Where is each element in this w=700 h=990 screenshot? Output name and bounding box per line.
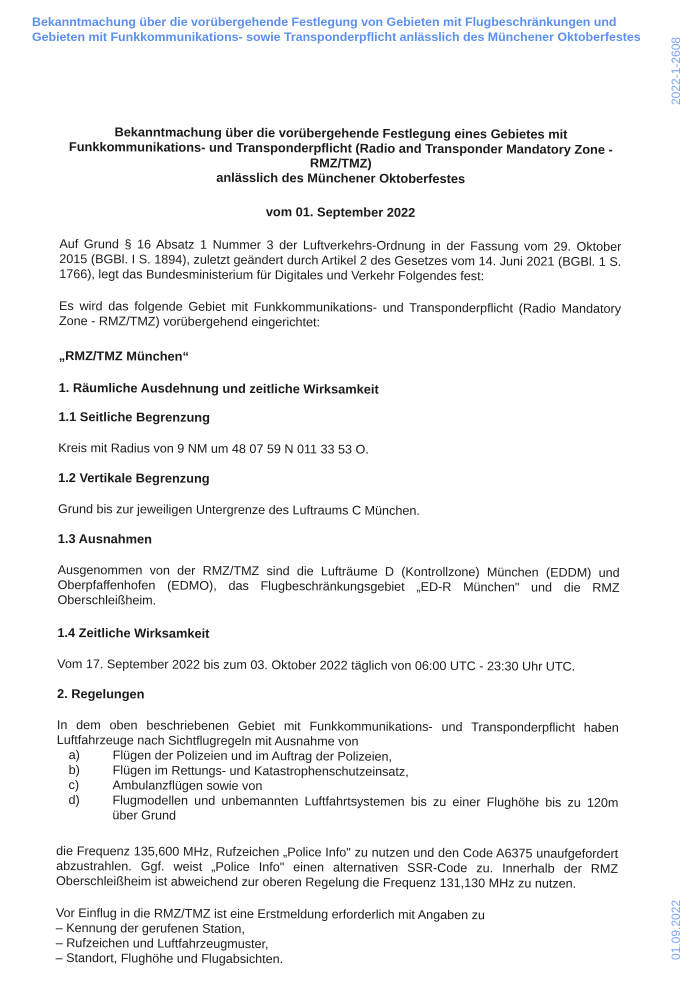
list-item bbox=[56, 793, 618, 826]
list-item-label: d) bbox=[68, 793, 80, 808]
section-2-heading: 2. Regelungen bbox=[56, 685, 145, 702]
title-line: RMZ/TMZ) bbox=[309, 155, 372, 171]
section-1-2-text: Grund bis zur jeweiligen Untergrenze des Luftraums C München. bbox=[57, 501, 420, 518]
frequency-paragraph: die Frequenz 135,600 MHz, Rufzeichen „Police Info" zu nutzen und den Code A6375 unaufgefordert abzustrahlen. Ggf. weist „Police Info" einen alternativen SSR-Code zu. Innerhalb der RMZ Oberschleißheim ist abweichend zur oberen Regelung die Frequenz 131,130 MHz zu nutzen. bbox=[55, 843, 619, 891]
zone-name-heading: „RMZ/TMZ München“ bbox=[58, 347, 189, 364]
section-1-1-heading: 1.1 Seitliche Begrenzung bbox=[58, 408, 210, 425]
document-banner-title: Bekanntmachung über die vorübergehende Festlegung von Gebieten mit Flugbeschränkungen und Gebieten mit Funkkommunikations- sowie Transponderpflicht anlässlich des Münchener Oktoberfestes bbox=[32, 15, 641, 44]
list-item: – Rufzeichen und Luftfahrzeugmuster, bbox=[55, 935, 269, 952]
section-1-2-heading: 1.2 Vertikale Begrenzung bbox=[58, 469, 210, 486]
initial-call-list bbox=[56, 921, 618, 969]
list-item-text: Ambulanzflügen sowie von bbox=[112, 778, 263, 794]
document-date-side-label: 01.09.2022 bbox=[669, 899, 683, 960]
list-item-label: a) bbox=[68, 748, 80, 763]
section-1-1-text: Kreis mit Radius von 9 NM um 48 07 59 N 011 33 53 O. bbox=[58, 440, 369, 457]
section-1-4-text: Vom 17. September 2022 bis zum 03. Oktober 2022 täglich von 06:00 UTC - 23:30 Uhr UTC. bbox=[57, 656, 576, 674]
section-1-4-heading: 1.4 Zeitliche Wirksamkeit bbox=[57, 624, 210, 641]
list-item: – Kennung der gerufenen Station, bbox=[55, 920, 245, 936]
section-1-heading: 1. Räumliche Ausdehnung und zeitliche Wirksamkeit bbox=[58, 379, 379, 397]
list-item-text: Flügen im Rettungs- und Katastrophenschutzeinsatz, bbox=[112, 763, 409, 779]
list-item-text: Flügen der Polizeien und im Auftrag der Polizeien, bbox=[112, 748, 393, 764]
section-1-3-heading: 1.3 Ausnahmen bbox=[57, 530, 152, 547]
list-item-label: c) bbox=[68, 778, 80, 793]
initial-call-paragraph: Vor Einflug in die RMZ/TMZ ist eine Erstmeldung erforderlich mit Angaben zu bbox=[55, 905, 485, 923]
list-item-text: Flugmodellen und unbemannten Luftfahrtsystemen bis zu einer Flughöhe bis zu 120m über Grund bbox=[112, 793, 619, 823]
title-line: Bekanntmachung über die vorübergehende Festlegung eines Gebietes mit bbox=[114, 124, 568, 142]
intro-paragraph: Auf Grund § 16 Absatz 1 Nummer 3 der Luftverkehrs-Ordnung in der Fassung vom 29. Oktober 2015 (BGBl. I S. 1894), zuletzt geändert durch Artikel 2 des Gesetzes vom 14. Juni 2021 (BGBl. 1 S. 1766), legt das Bundesministerium für Digitales und Verkehr Folgendes fest: bbox=[59, 236, 622, 284]
title-line: anlässlich des Münchener Oktoberfestes bbox=[216, 169, 466, 187]
list-item: – Standort, Flughöhe und Flugabsichten. bbox=[55, 950, 284, 967]
exceptions-list bbox=[56, 748, 618, 826]
title-line: Funkkommunikations- und Transponderpflicht (Radio and Transponder Mandatory Zone - bbox=[68, 139, 613, 157]
document-body bbox=[56, 124, 622, 969]
list-item-label: b) bbox=[68, 763, 80, 778]
section-2-text: In dem oben beschriebenen Gebiet mit Funkkommunikations- und Transponderpflicht haben Luftfahrzeuge nach Sichtflugregeln mit Ausnahme von bbox=[56, 717, 619, 749]
document-date: vom 01. September 2022 bbox=[265, 204, 416, 220]
document-number-side-label: 2022-1-2608 bbox=[669, 36, 683, 105]
establishment-paragraph: Es wird das folgende Gebiet mit Funkkommunikations- und Transponderpflicht (Radio Mandatory Zone - RMZ/TMZ) vorübergehend eingerichtet: bbox=[58, 298, 622, 330]
document-title bbox=[60, 124, 622, 187]
section-1-3-text: Ausgenommen von der RMZ/TMZ sind die Lufträume D (Kontrollzone) München (EDDM) und Oberpfaffenhofen (EDMO), das Flugbeschränkungsgebiet „ED-R München" und die RMZ Oberschleißheim. bbox=[57, 562, 620, 608]
